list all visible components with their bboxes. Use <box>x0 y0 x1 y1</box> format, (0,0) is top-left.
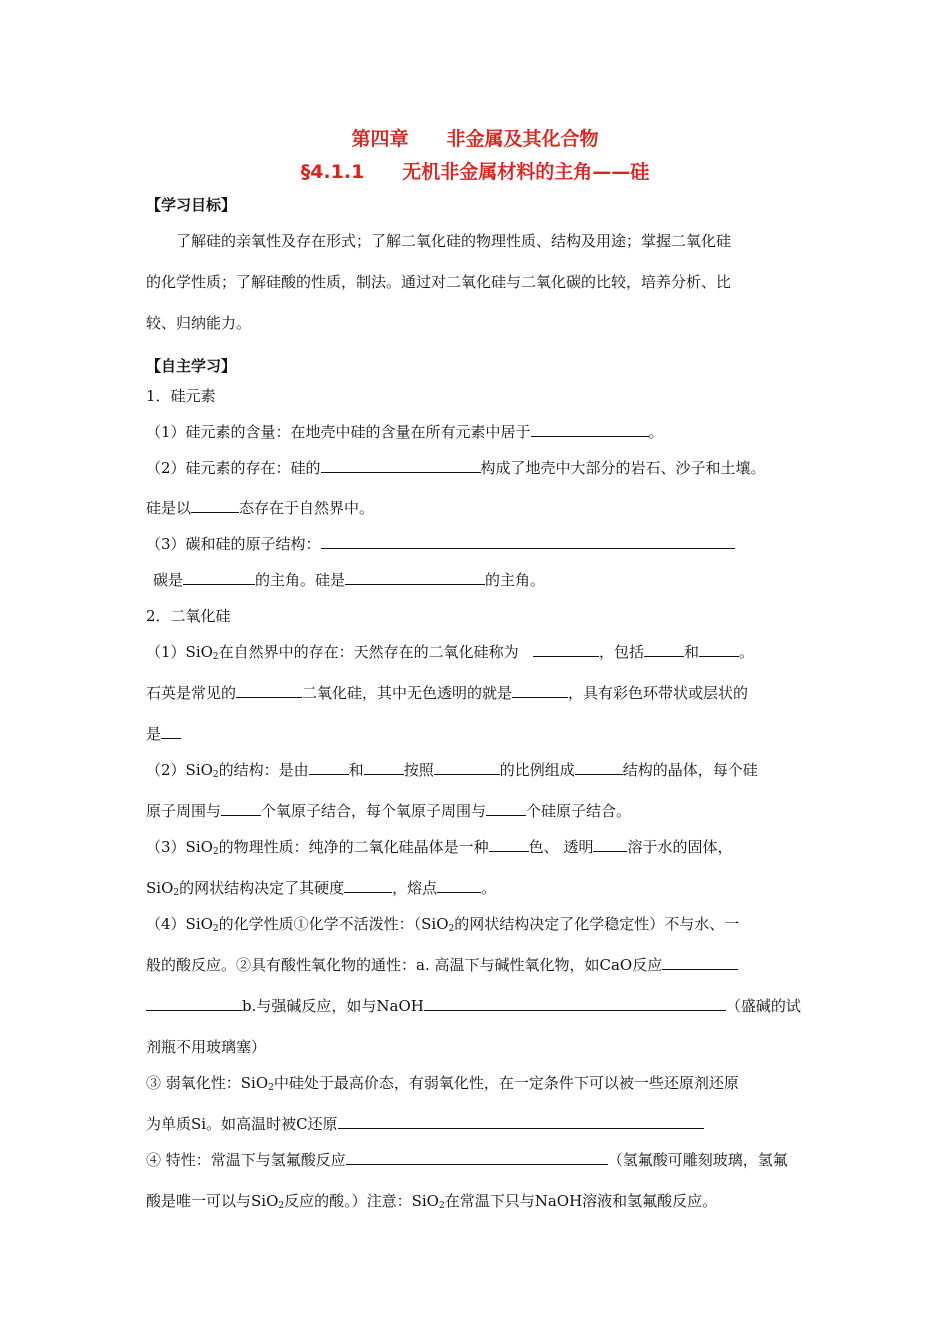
section-1-heading: 1．硅元素 <box>146 387 216 405</box>
item-2-5: ③ 弱氧化性：SiO$_2$中硅处于最高价态，有弱氧化性，在一定条件下可以被一些还原剂还原 <box>146 1074 739 1093</box>
answer-blank[interactable] <box>338 1114 704 1129</box>
item-2-4-cont2: b.与强碱反应，如与NaOH （盛碱的试 <box>146 996 801 1016</box>
item-1-2: （2）硅元素的存在：硅的 构成了地壳中大部分的岩石、沙子和土壤。 <box>146 459 766 477</box>
item-2-3: （3）SiO$_2$的物理性质：纯净的二氧化硅晶体是一种 色、 透明 溶于水的固体， <box>146 838 733 857</box>
answer-blank[interactable] <box>346 1150 608 1165</box>
answer-blank[interactable] <box>531 422 649 437</box>
answer-blank[interactable] <box>512 683 568 698</box>
answer-blank[interactable] <box>533 642 599 657</box>
item-2-2-cont: 原子周围与 个氧原子结合，每个氧原子周围与 个硅原子结合。 <box>146 802 632 820</box>
answer-blank[interactable] <box>236 683 302 698</box>
answer-blank[interactable] <box>344 878 392 893</box>
answer-blank[interactable] <box>183 570 255 585</box>
item-2-5-cont: 为单质Si。如高温时被C还原 <box>146 1114 704 1134</box>
self-study-heading: 【自主学习】 <box>146 357 237 375</box>
item-2-1-cont: 石英是常见的 二氧化硅，其中无色透明的就是 ，具有彩色环带状或层状的 <box>146 684 749 702</box>
answer-blank[interactable] <box>161 724 181 739</box>
item-2-3-cont: SiO$_2$的网状结构决定了其硬度 ，熔点 。 <box>146 879 497 898</box>
objectives-line-2: 的化学性质；了解硅酸的性质，制法。通过对二氧化硅与二氧化碳的比较，培养分析、比 <box>146 273 732 291</box>
answer-blank[interactable] <box>321 534 735 549</box>
answer-blank[interactable] <box>437 878 481 893</box>
answer-blank[interactable] <box>221 801 261 816</box>
item-1-3-cont: 碳是 的主角。硅是 的主角。 <box>153 571 546 589</box>
item-2-6-cont: 酸是唯一可以与SiO$_2$反应的酸。）注意：SiO$_2$在常温下只与NaOH溶液和氢氟酸反应。 <box>146 1192 718 1211</box>
answer-blank[interactable] <box>662 955 738 970</box>
answer-blank[interactable] <box>309 760 349 775</box>
section-2-heading: 2．二氧化硅 <box>146 607 231 625</box>
answer-blank[interactable] <box>191 498 239 513</box>
item-2-2: （2）SiO$_2$的结构：是由 和 按照 的比例组成 结构的晶体，每个硅 <box>146 761 758 780</box>
chapter-title: 第四章 非金属及其化合物 <box>351 128 599 150</box>
objectives-line-3: 较、归纳能力。 <box>146 314 252 332</box>
answer-blank[interactable] <box>699 642 739 657</box>
objectives-line-1: 了解硅的亲氧性及存在形式；了解二氧化硅的物理性质、结构及用途；掌握二氧化硅 <box>176 232 732 250</box>
answer-blank[interactable] <box>644 642 684 657</box>
item-2-4-cont3: 剂瓶不用玻璃塞） <box>146 1038 267 1056</box>
objectives-heading: 【学习目标】 <box>146 196 237 214</box>
item-1-3: （3）碳和硅的原子结构： <box>146 534 735 554</box>
answer-blank[interactable] <box>424 996 726 1011</box>
item-2-6: ④ 特性：常温下与氢氟酸反应 （氢氟酸可雕刻玻璃，氢氟 <box>146 1151 788 1169</box>
item-2-1-cont2: 是 <box>146 724 181 744</box>
answer-blank[interactable] <box>489 837 529 852</box>
item-1-1: （1）硅元素的含量：在地壳中硅的含量在所有元素中居于 。 <box>146 423 664 441</box>
answer-blank[interactable] <box>575 760 623 775</box>
answer-blank[interactable] <box>321 458 481 473</box>
answer-blank[interactable] <box>345 570 485 585</box>
answer-blank[interactable] <box>146 996 242 1011</box>
answer-blank[interactable] <box>593 837 627 852</box>
item-1-2-cont: 硅是以 态存在于自然界中。 <box>146 499 375 517</box>
answer-blank[interactable] <box>486 801 526 816</box>
answer-blank[interactable] <box>364 760 404 775</box>
item-2-4-cont: 般的酸反应。②具有酸性氧化物的通性：a. 高温下与碱性氧化物，如CaO反应 <box>146 955 738 975</box>
answer-blank[interactable] <box>434 760 500 775</box>
section-title: §4.1.1 无机非金属材料的主角——硅 <box>300 161 650 183</box>
item-2-1: （1）SiO$_2$在自然界中的存在：天然存在的二氧化硅称为 ，包括 和 。 <box>146 643 755 662</box>
item-2-4: （4）SiO$_2$的化学性质①化学不活泼性：（SiO$_2$的网状结构决定了化学稳定性）不与水、一 <box>146 915 740 934</box>
